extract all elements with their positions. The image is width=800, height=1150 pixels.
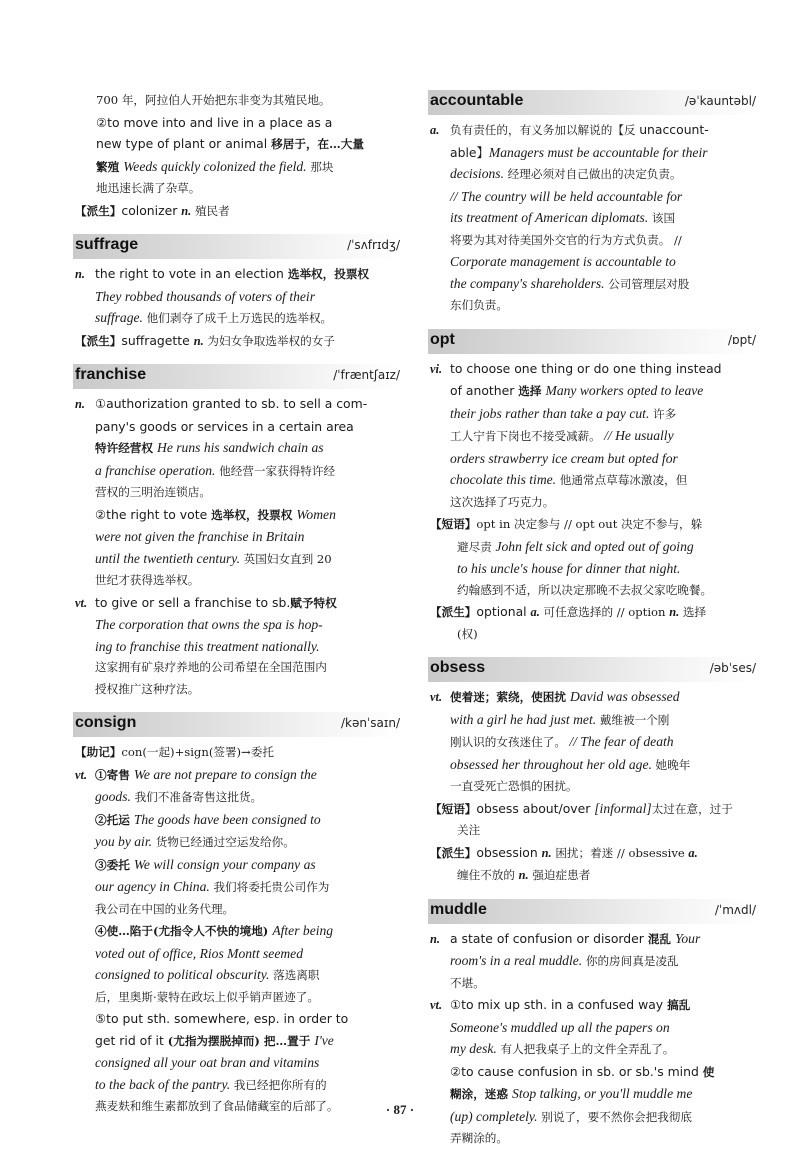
opt-line6: chocolate this time. 他通常点草莓冰激凌，但 [450,472,688,487]
consign-s1b: goods. 我们不准备寄售这批货。 [95,789,263,804]
suffrage-derived: 【派生】suffragette n. 为妇女争取选举权的女子 [75,332,335,348]
colonize-derived: 【派生】colonizer n. 殖民者 [75,202,230,218]
muddle-line2: room's in a real muddle. 你的房间真是凌乱 [450,953,679,968]
consign-s4d: 后，里奥斯·蒙特在政坛上似乎销声匿迹了。 [95,989,319,1004]
accountable-line4: // The country will be held accountable for [450,188,683,204]
obsess-phrases-2: 关注 [457,823,481,837]
obsess-derived-2: 缠住不放的 n. 强迫症患者 [457,868,591,882]
consign-s3: ③委托 We will consign your company as [95,856,316,872]
opt-phrases-3: to his uncle's house for dinner that night. [457,561,681,576]
accountable-line7: Corporate management is accountable to [450,254,676,269]
headword-text: accountable [430,92,524,109]
muddle-line4: vt. ①to mix up sth. in a confused way 搞乱 [430,997,691,1012]
muddle-line6: my desk. 有人把我桌子上的文件全弄乱了。 [450,1041,675,1056]
consign-s5: ⑤to put sth. somewhere, esp. in order to [95,1011,349,1026]
headword-text: obsess [430,659,486,676]
suffrage-example-line3: suffrage. 他们剥夺了成千上万选民的选举权。 [95,310,333,325]
headword-text: muddle [430,900,487,918]
muddle-line1: n. a state of confusion or disorder 混乱 Your [430,930,701,946]
obsess-line2: with a girl he had just met. 戴维被一个刚 [450,711,670,727]
obsess-phrases: 【短语】obsess about/over [informal]太过在意，过于 [430,800,733,816]
consign-s4: ④使…陷于(尤指令人不快的境地) After being [95,923,334,938]
consign-mnemonic: 【助记】con(一起)+sign(签署)→委托 [75,745,274,759]
headword-accountable [428,90,756,115]
headword-text: franchise [75,366,147,383]
pronunciation: /əbˈses/ [709,661,756,675]
franchise-line14: 授权推广这种疗法。 [95,681,200,696]
franchise-line12: ing to franchise this treatment nationally. [95,638,320,654]
muddle-line7: ②to cause confusion in sb. or sb.'s mind 使 [450,1063,715,1079]
consign-s5e: 燕麦麸和维生素都放到了食品储藏室的后部了。 [95,1099,339,1113]
franchise-line10: vt. to give or sell a franchise to sb.赋予特权 [75,594,337,610]
franchise-line6: ②the right to vote 选举权，投票权 Women [95,506,336,522]
suffrage-example-line2: They robbed thousands of voters of their [95,288,316,304]
headword-suffrage [73,234,400,259]
accountable-line3: decisions. 经理必须对自己做出的决定负责。 [450,166,682,181]
headword-opt [428,329,756,354]
colonize-sense2-line4: 地迅速长满了杂草。 [96,181,201,195]
consign-s5d: to the back of the pantry. 我已经把你所有的 [95,1076,327,1092]
opt-phrases-4: 约翰感到不适，所以决定那晚不去叔父家吃晚餐。 [457,582,713,597]
accountable-line1: a. 负有责任的，有义务加以解说的【反 unaccount- [430,122,709,137]
consign-s5b: get rid of it (尤指为摆脱掉而) 把…置于 I've [95,1032,334,1048]
consign-s3b: our agency in China. 我们将委托贵公司作为 [95,879,330,894]
opt-line4: 工人宁肯下岗也不接受减薪。 // He usually [450,428,674,443]
consign-s3c: 我公司在中国的业务代理。 [95,901,235,916]
opt-line3: their jobs rather than take a pay cut. 许多 [450,405,677,421]
pronunciation: /kənˈsaɪn/ [341,716,400,730]
consign-s5c: consigned all your oat bran and vitamins [95,1055,320,1070]
colonize-cont-zh: 700 年，阿拉伯人开始把东非变为其殖民地。 [96,93,331,107]
obsess-derived: 【派生】obsession n. 困扰；着迷 // obsessive a. [430,844,698,860]
opt-line7: 这次选择了巧克力。 [450,494,555,509]
headword-consign [73,712,400,737]
accountable-line6: 将要为其对待美国外交官的行为方式负责。 // [450,232,682,247]
consign-s4c: consigned to political obscurity. 落选离职 [95,967,320,982]
opt-derived: 【派生】optional a. 可任意选择的 // option n. 选择 [430,604,707,619]
muddle-line5: Someone's muddled up all the papers on [450,1019,670,1035]
muddle-line10: 弄糊涂的。 [450,1131,508,1145]
muddle-line9: (up) completely. 别说了，要不然你会把我彻底 [450,1108,692,1124]
opt-line5: orders strawberry ice cream but opted for [450,450,678,466]
obsess-line5: 一直受死亡恐惧的困扰。 [450,779,578,793]
headword-text: suffrage [75,236,139,253]
franchise-line5: 营权的三明治连锁店。 [95,485,211,499]
obsess-line3: 刚认识的女孩迷住了。 // The fear of death [450,734,674,749]
opt-phrases-2: 避尽责 John felt sick and opted out of going [457,538,694,554]
opt-derived-2: (权) [457,626,478,641]
left-column [75,90,400,1118]
opt-line2: of another 选择 Many workers opted to leave [450,383,704,398]
headword-text: opt [430,330,455,348]
pronunciation: /ˈfræntʃaɪz/ [333,368,400,382]
franchise-line7: were not given the franchise in Britain [95,529,305,544]
colonize-sense2-line1: ②to move into and live in a place as a [96,114,333,130]
accountable-line8: the company's shareholders. 公司管理层对股 [450,275,690,291]
obsess-line4: obsessed her throughout her old age. 她晚年 [450,756,691,772]
headword-muddle [428,899,756,924]
pronunciation: /ˈmʌdl/ [714,902,756,917]
headword-obsess [428,657,756,682]
franchise-line1: n. ①authorization granted to sb. to sell a com- [75,396,368,411]
franchise-line3: 特许经营权 He runs his sandwich chain as [95,440,324,455]
accountable-line2: able】Managers must be accountable for their [450,144,708,160]
suffrage-def-line1: n. the right to vote in an election 选举权，投票权 [75,266,370,281]
franchise-line4: a franchise operation. 他经营一家获得特许经 [95,462,336,478]
franchise-line8: until the twentieth century. 英国妇女直到 20 [95,550,332,566]
headword-text: consign [75,714,137,731]
pronunciation: /ˈsʌfrɪdʒ/ [347,238,400,252]
right-column [430,90,756,1150]
obsess-line1: vt. 使着迷；萦绕，使困扰 David was obsessed [430,689,680,704]
franchise-line9: 世纪才获得选举权。 [95,573,200,587]
consign-s1: vt. ①寄售 We are not prepare to consign the [75,766,317,782]
page-number: · 87 · [385,1102,415,1117]
muddle-line8: 糊涂，迷惑 Stop talking, or you'll muddle me [450,1086,693,1101]
muddle-line3: 不堪。 [450,975,485,990]
colonize-sense2-line3: 繁殖 Weeds quickly colonized the field. 那块 [96,158,334,174]
accountable-line5: its treatment of American diplomats. 该国 [450,210,676,225]
colonize-sense2-line2: new type of plant or animal 移居于，在…大量 [96,136,364,151]
consign-s2: ②托运 The goods have been consigned to [95,811,321,827]
opt-line1: vi. to choose one thing or do one thing instead [430,360,722,376]
franchise-line11: The corporation that owns the spa is hop- [95,617,323,632]
headword-franchise [73,364,400,389]
consign-s2b: you by air. 货物已经通过空运发给你。 [95,834,295,849]
pronunciation: /ɒpt/ [727,332,756,347]
pronunciation: /əˈkauntəbl/ [684,94,756,108]
franchise-line2: pany's goods or services in a certain area [95,418,354,434]
opt-phrases: 【短语】opt in 决定参与 // opt out 决定不参与，躲 [430,517,703,531]
consign-s4b: voted out of office, Rios Montt seemed [95,945,304,961]
franchise-line13: 这家拥有矿泉疗养地的公司希望在全国范围内 [95,660,327,674]
accountable-line9: 东们负责。 [450,298,508,312]
